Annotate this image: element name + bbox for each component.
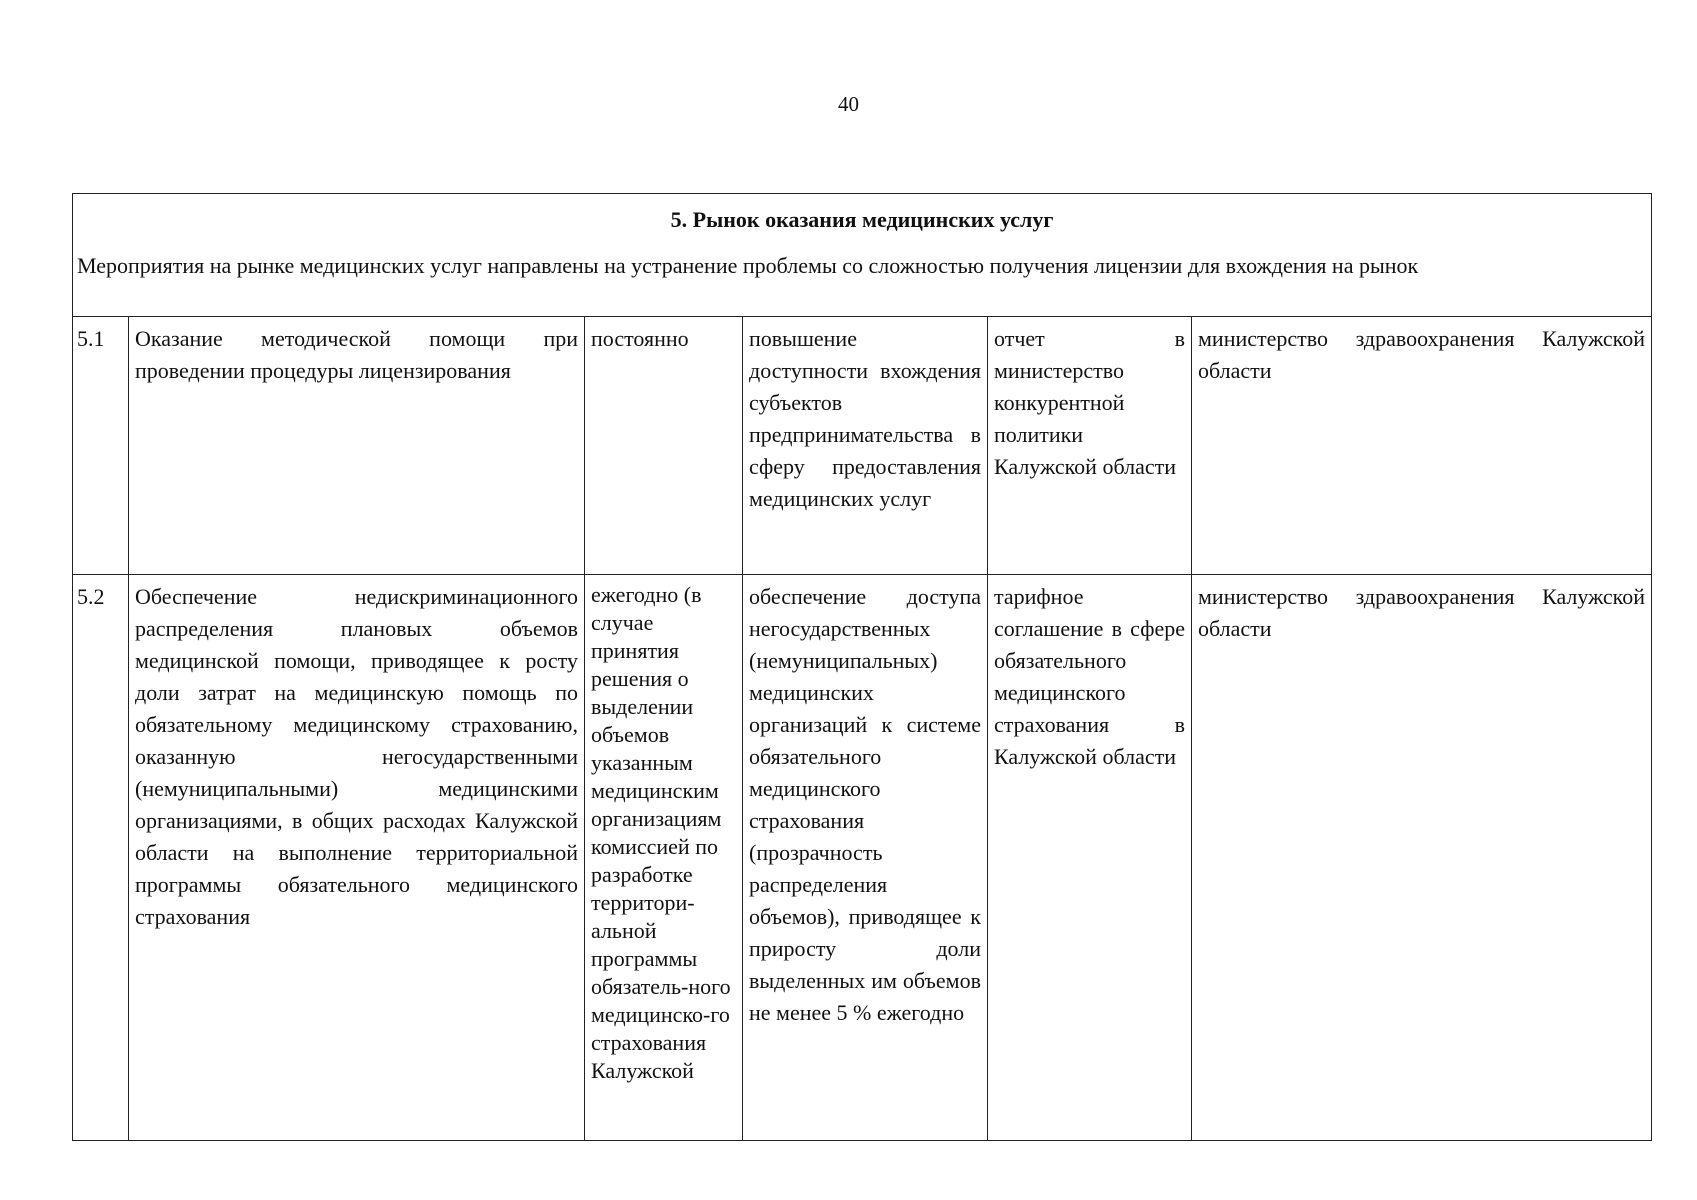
result-cell: повышение доступности вхождения субъектов предпринимательства в сферу предоставления медицинских услуг <box>743 317 988 575</box>
result-cell: обеспечение доступа негосударственных (немуниципальных) медицинских организаций к системе обязательного медицинского страхования (прозрачность распределения объемов), приводящее к приросту доли выделенных им объемов не менее 5 % ежегодно <box>743 575 988 1141</box>
section-header-cell <box>73 194 1652 317</box>
deadline-cell: ежегодно (в случае принятия решения о выделении объемов указанным медицинским организациям комиссией по разработке территори-альной программы обязатель-ного медицинско-го страхования Калужской <box>585 575 743 1141</box>
measure-cell: Оказание методической помощи при проведении процедуры лицензирования <box>129 317 585 575</box>
executor-cell: министерство здравоохранения Калужской области <box>1192 317 1652 575</box>
document-cell: отчет в министерство конкурентной политики Калужской области <box>988 317 1192 575</box>
table-row <box>73 575 1652 1141</box>
measures-table <box>72 193 1652 1141</box>
row-number: 5.2 <box>73 575 129 1141</box>
section-description: Мероприятия на рынке медицинских услуг направлены на устранение проблемы со сложностью получения лицензии для вхождения на рынок <box>77 253 1419 278</box>
deadline-cell: постоянно <box>585 317 743 575</box>
section-header-row <box>73 194 1652 317</box>
table-row <box>73 317 1652 575</box>
row-number: 5.1 <box>73 317 129 575</box>
page-number: 40 <box>838 92 859 116</box>
executor-cell: министерство здравоохранения Калужской области <box>1192 575 1652 1141</box>
section-title: 5. Рынок оказания медицинских услуг <box>670 207 1054 232</box>
measure-cell: Обеспечение недискриминационного распределения плановых объемов медицинской помощи, приводящее к росту доли затрат на медицинскую помощь по обязательному медицинскому страхованию, оказанную негосударственными (немуниципальными) медицинскими организациями, в общих расходах Калужской области на выполнение территориальной программы обязательного медицинского страхования <box>129 575 585 1141</box>
document-cell: тарифное соглашение в сфере обязательного медицинского страхования в Калужской области <box>988 575 1192 1141</box>
